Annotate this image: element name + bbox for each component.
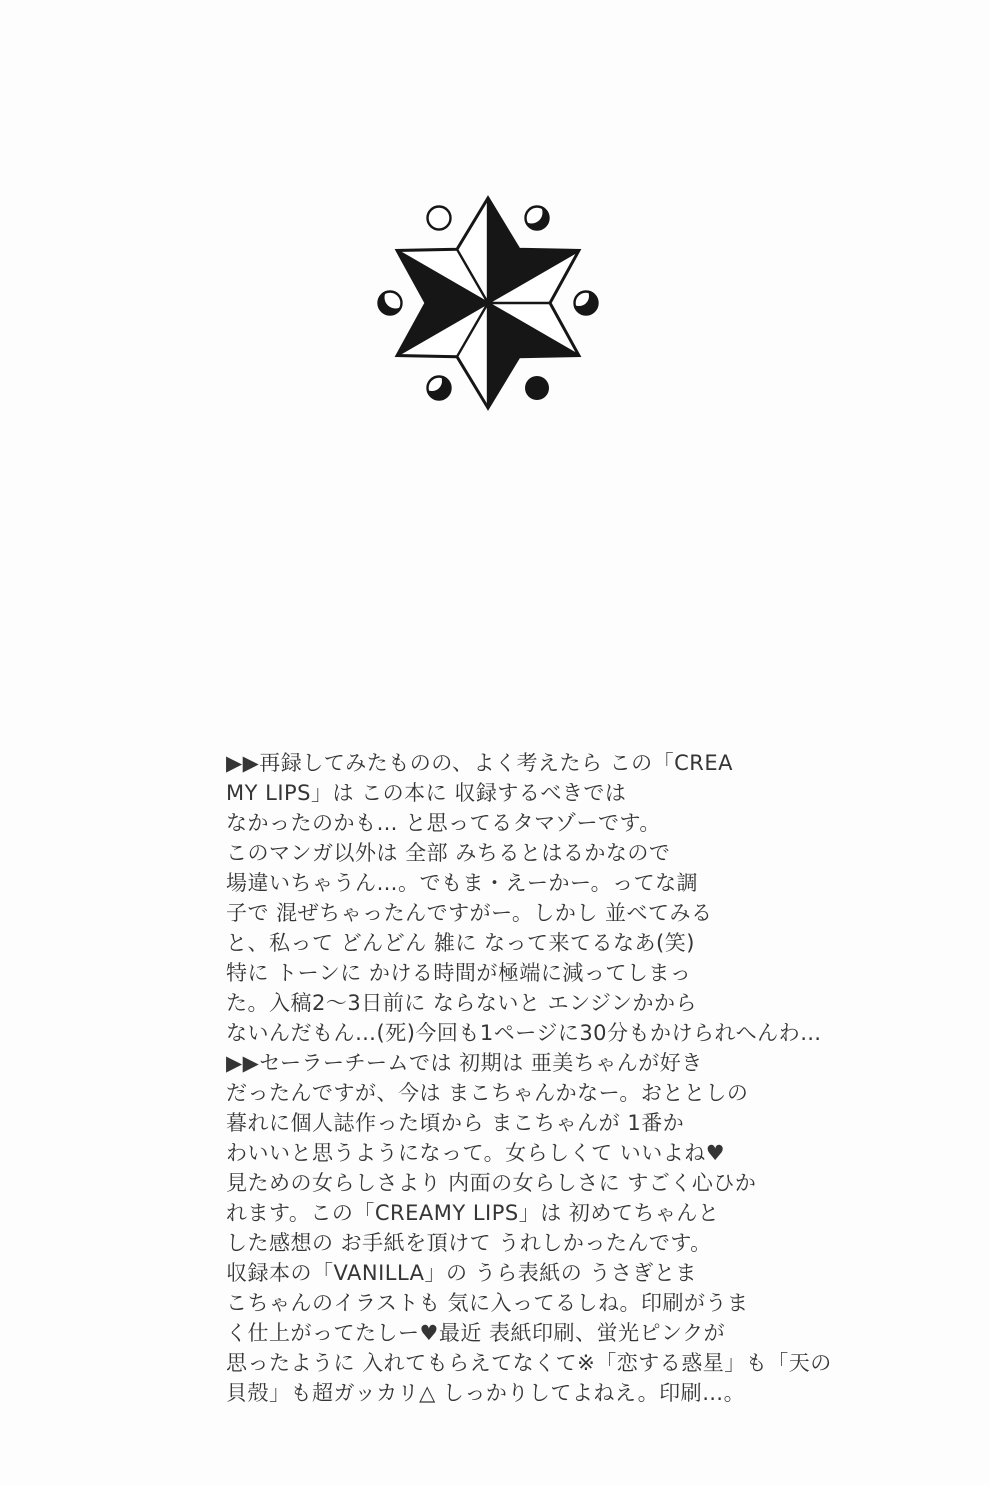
moon-circle-bottom-right (525, 376, 549, 400)
moon-circle-bottom-left (422, 371, 451, 400)
handwritten-line: 思ったように 入れてもらえてなくて※「恋する惑星」も「天の (226, 1351, 832, 1375)
handwritten-line: 特に トーンに かける時間が極端に減ってしまっ (226, 961, 692, 985)
handwritten-line: 見ための女らしさより 内面の女らしさに すごく心ひか (226, 1171, 757, 1195)
handwritten-line: た。入稿2〜3日前に ならないと エンジンかから (226, 991, 698, 1015)
handwritten-line: ▶▶セーラーチームでは 初期は 亜美ちゃんが好き (226, 1051, 703, 1075)
handwritten-line: れます。この「CREAMY LIPS」は 初めてちゃんと (226, 1201, 720, 1225)
six-pointed-pinwheel-star (397, 198, 579, 408)
handwritten-line: 子で 混ぜちゃったんですがー。しかし 並べてみる (226, 901, 713, 925)
handwritten-line: 場違いちゃうん…。でもま・えーかー。ってな調 (226, 871, 699, 895)
handwritten-line: ないんだもん…(死)今回も1ページに30分もかけられへんわ… (226, 1021, 822, 1045)
handwritten-line: 貝殻」も超ガッカリ△ しっかりしてよねえ。印刷…。 (226, 1381, 746, 1405)
moon-circle-right (569, 286, 598, 315)
handwritten-line: ▶▶再録してみたものの、よく考えたら この「CREA (226, 751, 734, 775)
handwritten-line: MY LIPS」は この本に 収録するべきでは (226, 781, 627, 805)
handwritten-line: わいいと思うようになって。女らしくて いいよね♥ (226, 1141, 726, 1165)
handwritten-line: 暮れに個人誌作った頃から まこちゃんが 1番か (226, 1111, 685, 1135)
handwritten-line: だったんですが、今は まこちゃんかなー。おととしの (226, 1081, 749, 1105)
afterword-text-block (226, 748, 846, 1408)
handwritten-line: 収録本の「VANILLA」の うら表紙の うさぎとま (226, 1261, 697, 1285)
handwritten-line: く仕上がってたしー♥最近 表紙印刷、蛍光ピンクが (226, 1321, 726, 1345)
handwritten-line: した感想の お手紙を頂けて うれしかったんです。 (226, 1231, 712, 1255)
star-emblem (376, 191, 600, 415)
handwritten-line: こちゃんのイラストも 気に入ってるしね。印刷がうま (226, 1291, 749, 1315)
handwritten-line: このマンガ以外は 全部 みちるとはるかなので (226, 841, 671, 865)
moon-circle-top-left (428, 207, 451, 230)
handwritten-line: なかったのかも… と思ってるタマゾーです。 (226, 811, 661, 835)
handwritten-line: と、私って どんどん 雑に なって来てるなあ(笑) (226, 931, 695, 955)
